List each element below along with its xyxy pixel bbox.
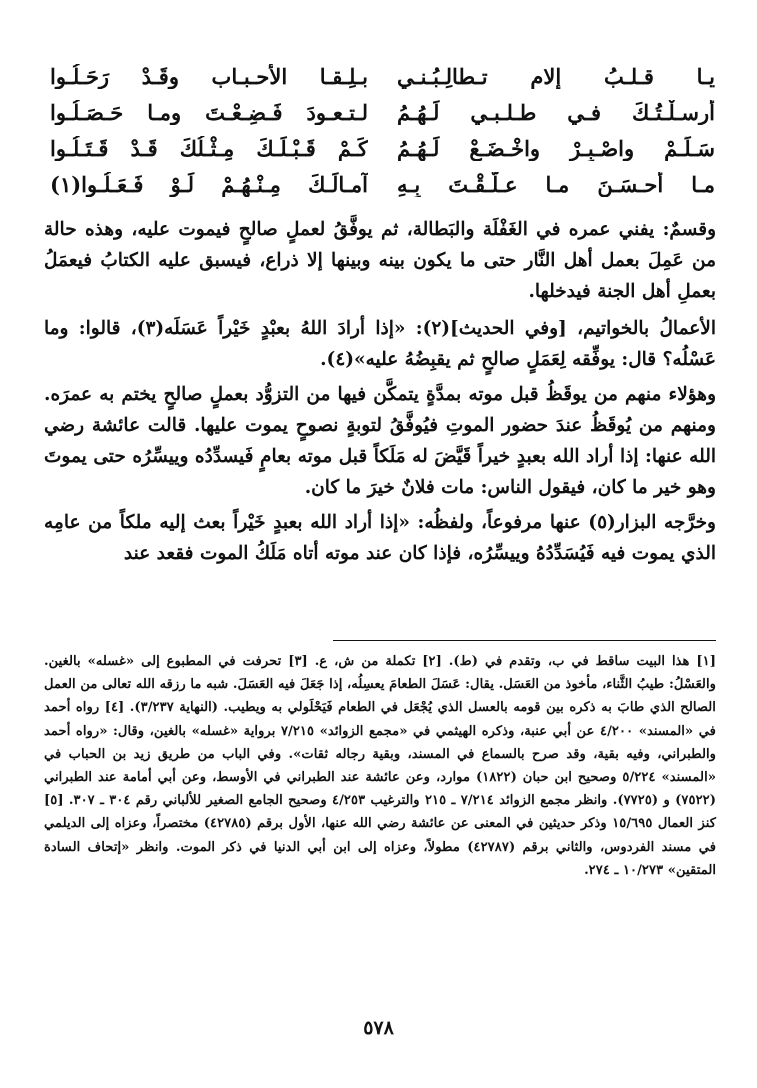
- paragraph-4: وخرَّجه البزار(٥) عنها مرفوعاً، ولفظُه: «إذا أراد الله بعبدٍ خَيْراً بعث إليه ملكاً من عامِه الذي يموت فيه فَيُسَدِّدُهُ وييسِّرُه، فإذا كان عند موته أتاه مَلَكُ الموت فقعد عند: [44, 512, 716, 564]
- poem: [50, 58, 715, 202]
- page-number: ٥٧٨: [363, 1017, 394, 1039]
- verse-3-first-hemistich: سَـلِّـمْ واصْـبِـرْ واخْـضَـعْ لَـهُـمُ: [397, 135, 715, 161]
- verse-1: [50, 58, 715, 94]
- footnotes: [١] هذا البيت ساقط في ب، وتقدم في (ط). [٢] تكملة من ش، ع. [٣] تحرفت في المطبوع إلى «غسله» بالغين. والعَسْلُ: طيبُ الثَّناء، مأخوذ من العَسَل. يقال: عَسَلَ الطعامَ يعسِلُه، إذا جَعَلَ فيه العَسَلَ. شبه ما رزقه الله تعالى من العمل الصالح الذي طابَ به ذكره بين قومه بالعسل الذي يُجْعَل في الطعام فَيَحْلَولي به ويطيب. (النهاية ٣/٢٣٧). [٤] رواه أحمد في «المسند» ٤/٢٠٠ عن أبي عنبة، وذكره الهيثمي في «مجمع الزوائد» ٧/٢١٥ برواية «غسله» بالغين، وقال: «رواه أحمد والطبراني، وفيه بقية، وقد صرح بالسماع في المسند، وبقية رجاله ثقات». وفي الباب من طريق زيد بن الحباب في «المسند» ٥/٢٢٤ وصحيح ابن حبان (١٨٢٢) موارد، وعن عائشة عند الطبراني في الأوسط، وعن أبي أمامة عند الطبراني (٧٥٢٢) و (٧٧٢٥). وانظر مجمع الزوائد ٧/٢١٤ ـ ٢١٥ والترغيب ٤/٢٥٣ وصحيح الجامع الصغير للألباني رقم ٣٠٤ ـ ٣٠٧. [٥] كنز العمال ١٥/٦٩٥ وذكر حديثين في المعنى عن عائشة رضي الله عنها، الأول برقم (٤٢٧٨٥) مختصراً، وعزاه إلى الديلمي في مسند الفردوس، والثاني برقم (٤٢٧٨٧) مطولاً، وعزاه إلى ابن أبي الدنيا في ذكر الموت. وانظر «إتحاف السادة المتقين» ١٠/٢٧٣ ـ ٢٧٤.: [44, 654, 717, 878]
- verse-3: [50, 130, 715, 166]
- verse-4-first-hemistich: مـا أحـسَـنَ مـا عـلَّـقْـتَ بِـهِ: [397, 171, 715, 197]
- verse-3-second-hemistich: كَـمْ قَـبْـلَـكَ مِـثْـلُكَ قَـدْ قَـتَـلُـوا: [50, 135, 368, 161]
- paragraph-2: الأعمالُ بالخواتيم، [وفي الحديث](٢): «إذا أرادَ اللهُ بعبْدٍ خَيْراً عَسَلَه(٣)، قالوا: وما عَسْلُه؟ قال: يوفِّقه لِعَمَلٍ صالحٍ ثم يقبِضُهُ عليه»(٤).: [44, 318, 716, 370]
- footnote-separator: [333, 640, 716, 641]
- verse-4-second-hemistich: آمـالَـكَ مِـنْـهُـمْ لَـوْ فَـعَـلُـوا(١): [50, 171, 368, 197]
- paragraph-3: وهؤلاء منهم من يوقَظُ قبل موته بمدَّةٍ يتمكَّن فيها من التزوُّد بعملٍ صالحٍ يختم به عمرَه. ومنهم من يُوقَظُ عندَ حضور الموتِ فيُوفَّقُ لتوبةٍ نصوحٍ يموت عليها. قالت عائشة رضي الله عنها: إذا أراد الله بعبدٍ خيراً قَيَّضَ له مَلَكاً قبل موته بعامٍ فَيسدِّدُه وييسِّرُه حتى يموتَ وهو خير ما كان، فيقول الناس: مات فلانٌ خيرَ ما كان.: [44, 384, 716, 498]
- verse-2: [50, 94, 715, 130]
- paragraph-1: وقسمٌ: يفني عمره في الغَفْلَة والبَطالة، ثم يوفَّقُ لعملٍ صالحٍ فيموت عليه، وهذه حالة من عَمِلَ بعمل أهل النَّار حتى ما يكون بينه وبينها إلا ذراع، فيسبق عليه الكتابُ فيعمَلُ بعملِ أهل الجنة فيدخلها.: [44, 219, 716, 302]
- verse-4: [50, 166, 715, 202]
- verse-2-second-hemistich: لـتـعـودَ فَـضِـعْـتَ ومـا حَـصَـلُـوا: [50, 99, 368, 125]
- verse-2-first-hemistich: أرسـلْـتُـكَ فـي طـلـبـي لَـهُـمُ: [397, 99, 715, 125]
- verse-1-first-hemistich: يـا قـلـبُ إلام تـطالِـبُـنـي: [397, 63, 715, 89]
- verse-1-second-hemistich: بـلِـقـا الأحـبـاب وقَـدْ رَحَـلُـوا: [50, 63, 368, 89]
- main-text: [44, 214, 716, 575]
